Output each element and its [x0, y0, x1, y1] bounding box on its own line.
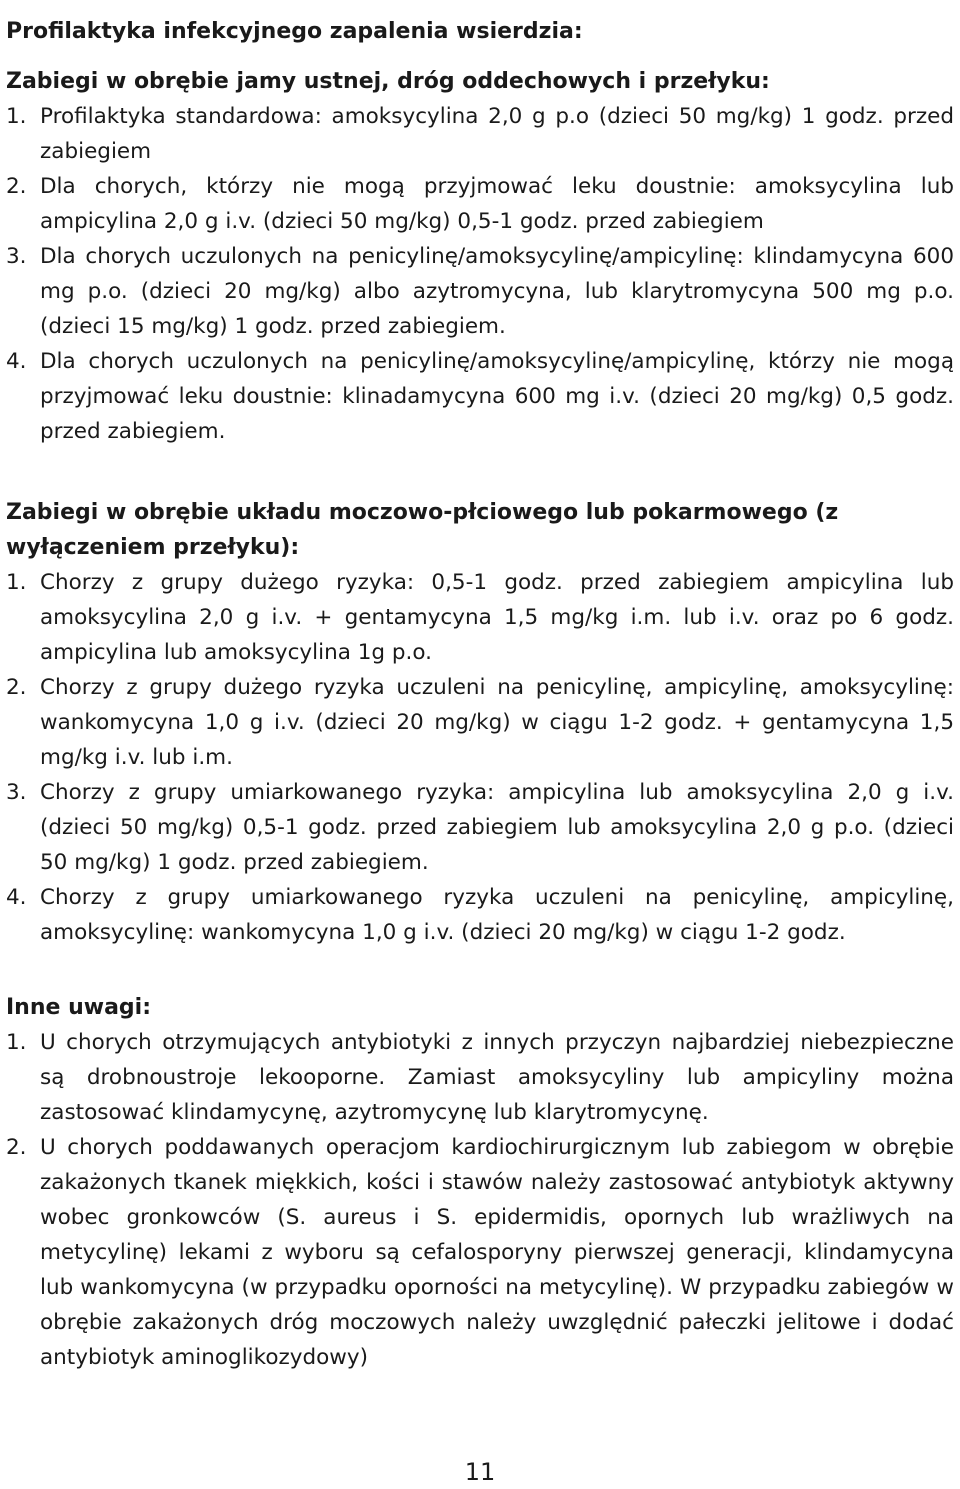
list-item: [6, 239, 954, 344]
section-other-notes: [6, 990, 954, 1375]
item-list: [6, 1025, 954, 1375]
page-title: Profilaktyka infekcyjnego zapalenia wsierdzia:: [6, 18, 583, 44]
section-heading: Zabiegi w obrębie jamy ustnej, dróg oddechowych i przełyku:: [6, 69, 770, 94]
list-item: [6, 169, 954, 239]
item-number: 2.: [6, 1135, 27, 1160]
item-number: 1.: [6, 570, 27, 595]
list-item: [6, 670, 954, 775]
list-item: [6, 880, 954, 950]
item-number: 2.: [6, 675, 27, 700]
item-number: 4.: [6, 885, 27, 910]
list-item: [6, 775, 954, 880]
item-list: [6, 565, 954, 950]
item-number: 3.: [6, 244, 27, 269]
item-number: 1.: [6, 104, 27, 129]
list-item: [6, 1025, 954, 1130]
item-text: U chorych poddawanych operacjom kardiochirurgicznym lub zabiegom w obrębie zakażonych tkanek miękkich, kości i stawów należy zastosować antybiotyk aktywny wobec gronkowców (S. aureus i S. epidermidis, opornych lub wrażliwych na metycylinę) lekami z wyboru są cefalosporyny pierwszej generacji, klindamycyna lub wankomycyna (w przypadku oporności na metycylinę). W przypadku zabiegów w obrębie zakażonych dróg moczowych należy uwzględnić pałeczki jelitowe i dodać antybiotyk aminoglikozydowy): [40, 1135, 954, 1370]
item-text: Dla chorych uczulonych na penicylinę/amoksycylinę/ampicylinę, którzy nie mogą przyjmować leku doustnie: klinadamycyna 600 mg i.v. (dzieci 20 mg/kg) 0,5 godz. przed zabiegiem.: [40, 349, 954, 444]
item-number: 2.: [6, 174, 27, 199]
section-respiratory: [6, 64, 954, 449]
page-number: 11: [464, 1458, 496, 1486]
section-heading: Zabiegi w obrębie układu moczowo-płciowego lub pokarmowego (z wyłączeniem przełyku):: [6, 500, 839, 560]
item-number: 1.: [6, 1030, 27, 1055]
list-item: [6, 344, 954, 449]
item-text: Profilaktyka standardowa: amoksycylina 2,0 g p.o (dzieci 50 mg/kg) 1 godz. przed zabiegiem: [40, 104, 954, 164]
list-item: [6, 1130, 954, 1375]
item-list: [6, 99, 954, 449]
section-heading: Inne uwagi:: [6, 995, 152, 1020]
item-number: 4.: [6, 349, 27, 374]
item-text: U chorych otrzymujących antybiotyki z innych przyczyn najbardziej niebezpieczne są drobnoustroje lekooporne. Zamiast amoksycyliny lub ampicyliny można zastosować klindamycynę, azytromycynę lub klarytromycynę.: [40, 1030, 954, 1125]
list-item: [6, 565, 954, 670]
list-item: [6, 99, 954, 169]
item-number: 3.: [6, 780, 27, 805]
item-text: Chorzy z grupy dużego ryzyka: 0,5-1 godz. przed zabiegiem ampicylina lub amoksycylina 2,0 g i.v. + gentamycyna 1,5 mg/kg i.m. lub i.v. oraz po 6 godz. ampicylina lub amoksycylina 1g p.o.: [40, 570, 954, 665]
item-text: Chorzy z grupy umiarkowanego ryzyka: ampicylina lub amoksycylina 2,0 g i.v. (dzieci 50 mg/kg) 0,5-1 godz. przed zabiegiem lub amoksycylina 2,0 g p.o. (dzieci 50 mg/kg) 1 godz. przed zabiegiem.: [40, 780, 954, 875]
item-text: Dla chorych, którzy nie mogą przyjmować leku doustnie: amoksycylina lub ampicylina 2,0 g i.v. (dzieci 50 mg/kg) 0,5-1 godz. przed zabiegiem: [40, 174, 954, 234]
section-urogenital: [6, 495, 954, 950]
item-text: Chorzy z grupy dużego ryzyka uczuleni na penicylinę, ampicylinę, amoksycylinę: wankomycyna 1,0 g i.v. (dzieci 20 mg/kg) w ciągu 1-2 godz. + gentamycyna 1,5 mg/kg i.v. lub i.m.: [40, 675, 954, 770]
item-text: Dla chorych uczulonych na penicylinę/amoksycylinę/ampicylinę: klindamycyna 600 mg p.o. (dzieci 20 mg/kg) albo azytromycyna, lub klarytromycyna 500 mg p.o. (dzieci 15 mg/kg) 1 godz. przed zabiegiem.: [40, 244, 954, 339]
item-text: Chorzy z grupy umiarkowanego ryzyka uczuleni na penicylinę, ampicylinę, amoksycylinę: wankomycyna 1,0 g i.v. (dzieci 20 mg/kg) w ciągu 1-2 godz.: [40, 885, 954, 945]
